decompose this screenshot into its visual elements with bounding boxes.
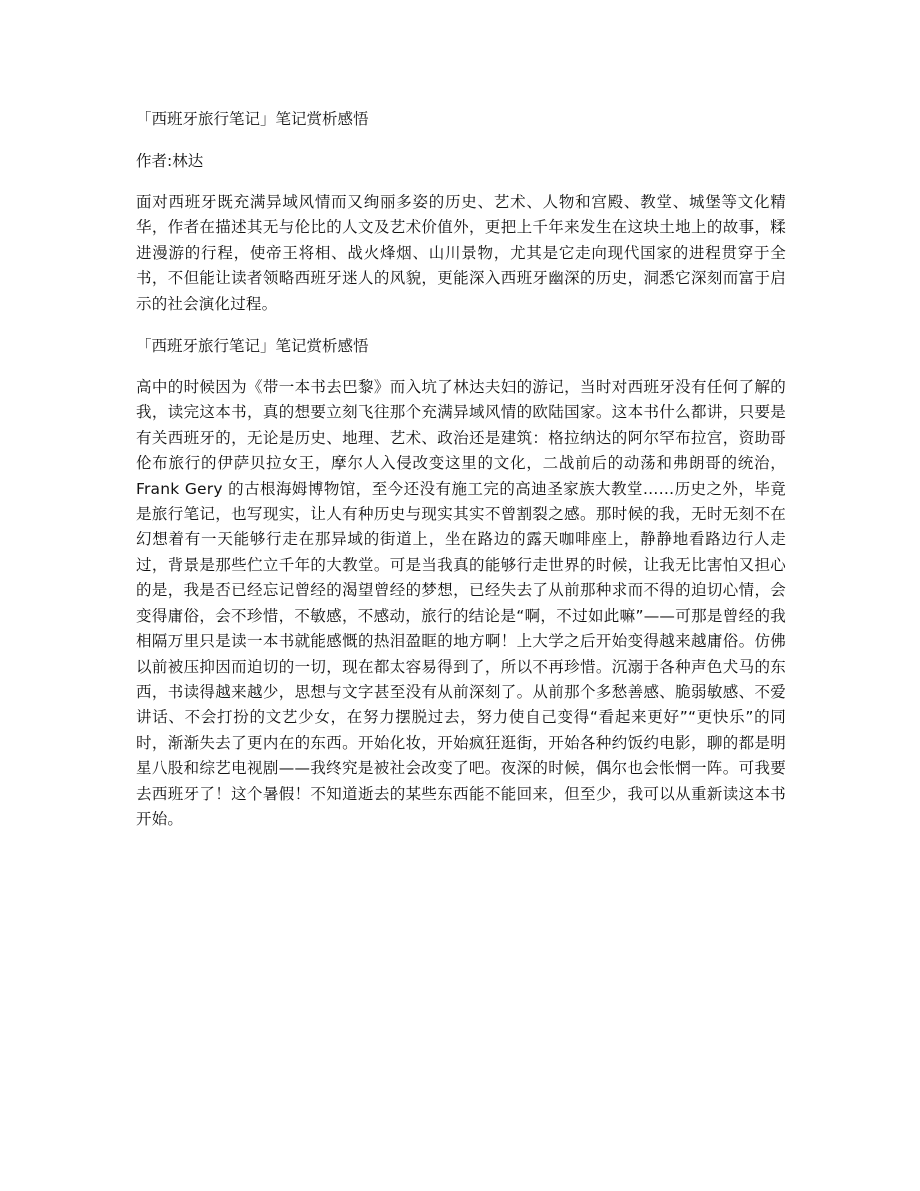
document-page — [136, 106, 786, 848]
author-line: 作者:林达 — [136, 152, 204, 170]
intro-paragraph: 面对西班牙既充满异域风情而又绚丽多姿的历史、艺术、人物和宫殿、教堂、城堡等文化精华，作者在描述其无与伦比的人文及艺术价值外，更把上千年来发生在这块土地上的故事，糅进漫游的行程，使帝王将相、战火烽烟、山川景物，尤其是它走向现代国家的进程贯穿于全书，不但能让读者领略西班牙迷人的风貌，更能深入西班牙幽深的历史，洞悉它深刻而富于启示的社会演化过程。 — [136, 193, 786, 313]
document-title: 「西班牙旅行笔记」笔记赏析感悟 — [136, 110, 369, 128]
section-title: 「西班牙旅行笔记」笔记赏析感悟 — [136, 337, 369, 356]
body-paragraph: 高中的时候因为《带一本书去巴黎》而入坑了林达夫妇的游记，当时对西班牙没有任何了解的我，读完这本书，真的想要立刻飞往那个充满异域风情的欧陆国家。这本书什么都讲，只要是有关西班牙的，无论是历史、地理、艺术、政治还是建筑：格拉纳达的阿尔罕布拉宫，资助哥伦布旅行的伊萨贝拉女王，摩尔人入侵改变这里的文化，二战前后的动荡和弗朗哥的统治，Frank Gery 的古根海姆博物馆，至今还没有施工完的高迪圣家族大教堂……历史之外，毕竟是旅行笔记，也写现实，让人有种历史与现实其实不曾割裂之感。那时候的我，无时无刻不在幻想着有一天能够行走在那异域的街道上，坐在路边的露天咖啡座上，静静地看路边行人走过，背景是那些伫立千年的大教堂。可是当我真的能够行走世界的时候，让我无比害怕又担心的是，我是否已经忘记曾经的渴望曾经的梦想，已经失去了从前那种求而不得的迫切心情，会变得庸俗，会不珍惜，不敏感，不感动，旅行的结论是“啊，不过如此嘛”——可那是曾经的我相隔万里只是读一本书就能感慨的热泪盈眶的地方啊！上大学之后开始变得越来越庸俗。仿佛以前被压抑因而迫切的一切，现在都太容易得到了，所以不再珍惜。沉溺于各种声色犬马的东西，书读得越来越少，思想与文字甚至没有从前深刻了。从前那个多愁善感、脆弱敏感、不爱讲话、不会打扮的文艺少女，在努力摆脱过去，努力使自己变得“看起来更好”“更快乐”的同时，渐渐失去了更内在的东西。开始化妆，开始疯狂逛街，开始各种约饭约电影，聊的都是明星八股和综艺电视剧——我终究是被社会改变了吧。夜深的时候，偶尔也会怅惘一阵。可我要去西班牙了！这个暑假！不知道逝去的某些东西能不能回来，但至少，我可以从重新读这本书开始。 — [136, 378, 786, 828]
